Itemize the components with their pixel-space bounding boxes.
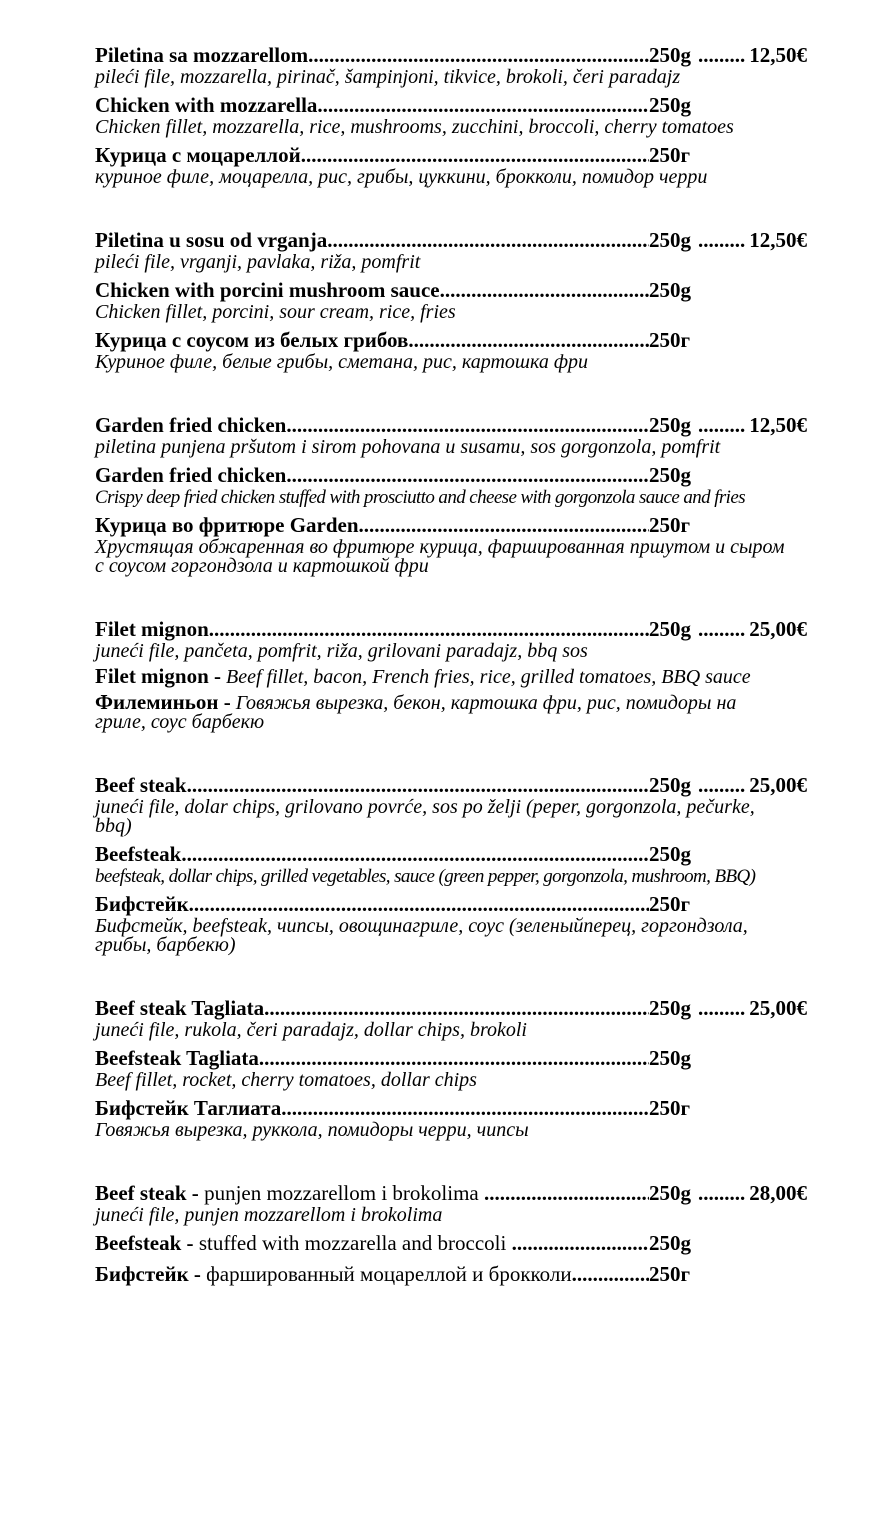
dish-chicken-mozzarella: [95, 43, 807, 187]
dish-weight: 250g: [649, 1231, 691, 1255]
dish-description: piletina punjena pršutom i sirom pohovana u susamu, sos gorgonzola, pomfrit: [95, 436, 721, 458]
dish-name: Курица с соусом из белых грибов: [95, 328, 409, 352]
entry-english: [95, 1231, 807, 1256]
dot-leader: [187, 773, 649, 798]
dish-description: Говяжья вырезка, бекон, картошка фри, рис, помидоры на гриле, соус барбекю: [95, 692, 737, 733]
dish-subtitle: stuffed with mozzarella and broccoli: [198, 1231, 507, 1255]
dish-name: Filet mignon -: [95, 664, 221, 688]
dish-price: 25,00€: [749, 996, 807, 1020]
entry-english: [95, 1046, 807, 1090]
dish-weight: 250g: [649, 773, 691, 797]
dot-leader: [695, 617, 746, 642]
dish-description: Куриное филе, белые грибы, сметана, рис, картошка фри: [95, 351, 589, 373]
dish-price: 12,50€: [749, 228, 807, 252]
dish-name: Beef steak Tagliata: [95, 996, 265, 1020]
dish-name: Garden fried chicken: [95, 463, 287, 487]
dish-inline-description: [95, 664, 807, 688]
entry-russian: [95, 1096, 807, 1140]
entry-russian: [95, 892, 807, 955]
dish-name: Filet mignon: [95, 617, 209, 641]
entry-russian: [95, 690, 807, 733]
dish-name: Beefsteak: [95, 842, 182, 866]
dish-weight: 250g: [649, 278, 691, 302]
dish-description: juneći file, rukola, čeri paradajz, dollar chips, brokoli: [95, 1019, 527, 1041]
dish-weight: 250г: [649, 513, 691, 537]
entry-montenegrin: [95, 773, 807, 836]
entry-montenegrin: [95, 228, 807, 272]
dish-description: pileći file, vrganji, pavlaka, riža, pomfrit: [95, 251, 421, 273]
dish-filet-mignon: [95, 617, 807, 732]
dish-weight: 250г: [649, 1096, 691, 1120]
dish-weight: 250g: [649, 413, 691, 437]
entry-english: [95, 463, 807, 507]
dish-weight: 250g: [649, 617, 691, 641]
dish-inline-description: [95, 690, 807, 733]
dish-description: Beef fillet, rocket, cherry tomatoes, dollar chips: [95, 1069, 477, 1091]
dish-weight: 250g: [649, 996, 691, 1020]
dish-name: Курица с моцареллой: [95, 143, 301, 167]
dish-description: Chicken fillet, porcini, sour cream, rice, fries: [95, 301, 456, 323]
dish-name: Beefsteak Tagliata: [95, 1046, 259, 1070]
entry-montenegrin: [95, 996, 807, 1040]
entry-montenegrin: [95, 413, 807, 457]
dish-weight: 250г: [649, 1262, 691, 1286]
dish-description: juneći file, pančeta, pomfrit, riža, grilovani paradajz, bbq sos: [95, 640, 588, 662]
dot-leader: [181, 842, 649, 867]
dot-leader: [209, 617, 649, 642]
dish-description: pileći file, mozzarella, pirinač, šampinjoni, tikvice, brokoli, čeri paradajz: [95, 66, 681, 88]
dish-description: juneći file, punjen mozzarellom i brokolima: [95, 1204, 443, 1226]
dish-name: Бифстейк Таглиата: [95, 1096, 282, 1120]
entry-montenegrin: [95, 617, 807, 661]
dish-weight: 250g: [649, 1046, 691, 1070]
dot-leader: [695, 43, 746, 68]
dot-leader: [286, 413, 649, 438]
dish-description: куриное филе, моцарелла, рис, грибы, цуккини, брокколи, помидор черри: [95, 166, 708, 188]
dot-leader: [695, 228, 746, 253]
dish-name: Beefsteak -: [95, 1231, 194, 1255]
dot-leader: [281, 1096, 649, 1121]
dish-description: beefsteak, dollar chips, grilled vegetables, sauce (green pepper, gorgonzola, mushroom, BBQ): [95, 866, 756, 887]
dish-price: 12,50€: [749, 413, 807, 437]
dish-subtitle: punjen mozzarellom i brokolima: [204, 1181, 479, 1205]
dish-stuffed-beef-steak: [95, 1181, 807, 1287]
dot-leader: [695, 773, 746, 798]
dish-description: Crispy deep fried chicken stuffed with prosciutto and cheese with gorgonzola sauce and fries: [95, 487, 745, 508]
dish-price: 25,00€: [749, 773, 807, 797]
dish-price: 12,50€: [749, 43, 807, 67]
dish-name: Филеминьон -: [95, 690, 231, 714]
dot-leader: [512, 1231, 649, 1256]
dish-weight: 250г: [649, 143, 691, 167]
dish-name: Piletina sa mozzarellom: [95, 43, 309, 67]
entry-russian: [95, 328, 807, 372]
dish-description: Beef fillet, bacon, French fries, rice, grilled tomatoes, BBQ sauce: [226, 666, 751, 688]
dish-subtitle: фаршированный моцареллой и брокколи: [206, 1262, 572, 1286]
dot-leader: [308, 43, 649, 68]
dish-weight: 250g: [649, 842, 691, 866]
dish-name: Бифстейк: [95, 892, 189, 916]
dish-weight: 250g: [649, 43, 691, 67]
dot-leader: [264, 996, 649, 1021]
dish-price: 25,00€: [749, 617, 807, 641]
dot-leader: [286, 463, 649, 488]
entry-english: [95, 664, 807, 688]
dish-description: juneći file, dolar chips, grilovano povrće, sos po želji (peper, gorgonzola, pečurke, bbq): [95, 796, 755, 837]
dish-description: Chicken fillet, mozzarella, rice, mushrooms, zucchini, broccoli, cherry tomatoes: [95, 116, 734, 138]
dot-leader: [359, 513, 649, 538]
entry-english: [95, 278, 807, 322]
entry-russian: [95, 1262, 807, 1287]
dot-leader: [695, 1181, 746, 1206]
dish-price: 28,00€: [749, 1181, 807, 1205]
dish-garden-fried-chicken: [95, 413, 807, 576]
dish-weight: 250г: [649, 328, 691, 352]
dish-beef-steak: [95, 773, 807, 955]
entry-english: [95, 842, 807, 886]
dot-leader: [301, 143, 649, 168]
dish-name: Chicken with porcini mushroom sauce: [95, 278, 440, 302]
dot-leader: [259, 1046, 649, 1071]
entry-montenegrin: [95, 1181, 807, 1225]
dish-name: Beef steak -: [95, 1181, 199, 1205]
dish-weight: 250g: [649, 463, 691, 487]
dish-weight: 250g: [649, 93, 691, 117]
dish-description: Говяжья вырезка, руккола, помидоры черри, чипсы: [95, 1119, 529, 1141]
dot-leader: [695, 413, 746, 438]
dish-weight: 250g: [649, 228, 691, 252]
entry-montenegrin: [95, 43, 807, 87]
dish-description: Хрустящая обжаренная во фритюре курица, фаршированная пршутом и сыром с соусом горгондзола и картошкой фри: [95, 536, 785, 577]
menu-page: [95, 43, 807, 1287]
dot-leader: [572, 1262, 649, 1287]
dot-leader: [317, 93, 649, 118]
dot-leader: [327, 228, 649, 253]
dish-weight: 250g: [649, 1181, 691, 1205]
dish-name: Chicken with mozzarella: [95, 93, 318, 117]
entry-russian: [95, 513, 807, 576]
dish-description: Бифстейк, beefsteak, чипсы, овощинагриле, соус (зеленыйперец, горгондзола, грибы, барбекю): [95, 915, 748, 956]
dish-chicken-porcini: [95, 228, 807, 372]
dish-name: Курица во фритюре Garden: [95, 513, 359, 537]
entry-english: [95, 93, 807, 137]
entry-russian: [95, 143, 807, 187]
dot-leader: [484, 1181, 649, 1206]
dot-leader: [440, 278, 649, 303]
dish-name: Piletina u sosu od vrganja: [95, 228, 328, 252]
dish-beef-steak-tagliata: [95, 996, 807, 1140]
dot-leader: [408, 328, 649, 353]
dot-leader: [695, 996, 746, 1021]
dot-leader: [189, 892, 649, 917]
dish-weight: 250г: [649, 892, 691, 916]
dish-name: Бифстейк -: [95, 1262, 201, 1286]
dish-name: Beef steak: [95, 773, 187, 797]
dish-name: Garden fried chicken: [95, 413, 287, 437]
